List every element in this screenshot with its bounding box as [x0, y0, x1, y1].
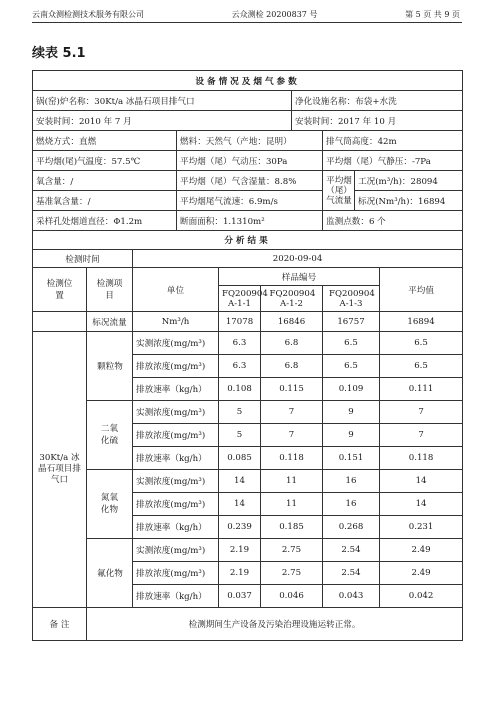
metric-label: 排放速率（kg/h） [133, 447, 219, 470]
average-value: 0.042 [380, 585, 463, 608]
dynamic-pressure: 平均烟（尾）气动压：30Pa [177, 151, 323, 171]
measured-value: 5 [219, 424, 261, 447]
metric-label: 实测浓度(mg/m³) [133, 401, 219, 424]
reference-oxygen: 基准氧含量：/ [33, 191, 177, 211]
average-value: 0.111 [380, 378, 463, 401]
measured-value: 2.75 [261, 562, 323, 585]
metric-label: 排放速率（kg/h） [133, 516, 219, 539]
measured-value: 0.037 [219, 585, 261, 608]
metric-label: 排放浓度(mg/m³) [133, 562, 219, 585]
measured-value: 0.118 [261, 447, 323, 470]
header-divider [32, 22, 462, 23]
measured-value: 0.085 [219, 447, 261, 470]
sample-id: FQ200904 A-1-2 [261, 286, 323, 312]
average-value: 14 [380, 493, 463, 516]
report-table [32, 70, 463, 641]
results-title: 分析结果 [33, 231, 463, 250]
flow-label: 平均烟（尾）气流量 [323, 171, 355, 211]
measured-value: 0.268 [323, 516, 380, 539]
fuel-type: 燃料：天然气（产地：昆明） [177, 131, 323, 151]
install-time: 安装时间：2010 年 7 月 [33, 111, 292, 131]
flow-row-unit: Nm³/h [133, 312, 219, 332]
unit-label: 单位 [133, 268, 219, 312]
report-number: 云众测检 20200837 号 [231, 10, 318, 19]
metric-label: 排放浓度(mg/m³) [133, 493, 219, 516]
metric-label: 排放速率（kg/h） [133, 585, 219, 608]
measured-value: 6.8 [261, 355, 323, 378]
flow-average: 16894 [380, 312, 463, 332]
measured-value: 0.185 [261, 516, 323, 539]
page-number: 第 5 页 共 9 页 [405, 10, 460, 19]
average-value: 7 [380, 401, 463, 424]
measured-value: 9 [323, 424, 380, 447]
measured-value: 6.3 [219, 355, 261, 378]
pollutant-name: 颗粒物 [87, 332, 133, 401]
measured-value: 5 [219, 401, 261, 424]
detection-time-label: 检测时间 [33, 250, 133, 268]
flow-value: 17078 [219, 312, 261, 332]
measured-value: 2.75 [261, 539, 323, 562]
measured-value: 14 [219, 493, 261, 516]
measured-value: 16 [323, 470, 380, 493]
metric-label: 实测浓度(mg/m³) [133, 470, 219, 493]
measured-value: 6.3 [219, 332, 261, 355]
measured-value: 9 [323, 401, 380, 424]
measured-value: 2.54 [323, 562, 380, 585]
average-value: 14 [380, 470, 463, 493]
measured-value: 0.046 [261, 585, 323, 608]
average-value: 0.118 [380, 447, 463, 470]
monitor-points: 监测点数：6 个 [323, 211, 463, 231]
measured-value: 0.151 [323, 447, 380, 470]
detection-date: 2020-09-04 [133, 250, 463, 268]
measured-value: 16 [323, 493, 380, 516]
metric-label: 实测浓度(mg/m³) [133, 332, 219, 355]
measured-value: 0.239 [219, 516, 261, 539]
pollutant-name: 二氧化硫 [87, 401, 133, 470]
sampling-diameter: 采样孔处烟道直径：Φ1.2m [33, 211, 177, 231]
measured-value: 7 [261, 401, 323, 424]
average-label: 平均值 [380, 268, 463, 312]
measured-value: 0.115 [261, 378, 323, 401]
measured-value: 0.109 [323, 378, 380, 401]
gas-temperature: 平均烟(尾)气温度：57.5℃ [33, 151, 177, 171]
moisture-content: 平均烟（尾）气含湿量：8.8% [177, 171, 323, 191]
measured-value: 7 [261, 424, 323, 447]
params-title: 设备情况及烟气参数 [33, 71, 463, 91]
measured-value: 6.8 [261, 332, 323, 355]
setup-time: 安装时间：2017 年 10 月 [292, 111, 463, 131]
combustion-method: 燃烧方式：直燃 [33, 131, 177, 151]
measured-value: 2.19 [219, 562, 261, 585]
company-name: 云南众测检测技术服务有限公司 [32, 10, 144, 19]
measured-value: 0.043 [323, 585, 380, 608]
flow-working: 工况(m³/h)：28094 [355, 171, 463, 191]
flow-value: 16757 [323, 312, 380, 332]
pollutant-name: 氟化物 [87, 539, 133, 608]
pollutant-name: 氮氧化物 [87, 470, 133, 539]
stack-height: 排气筒高度：42m [323, 131, 463, 151]
average-value: 7 [380, 424, 463, 447]
section-title: 续表 5.1 [32, 46, 86, 61]
average-value: 6.5 [380, 332, 463, 355]
remark-text: 检测期间生产设备及污染治理设施运转正常。 [87, 608, 463, 641]
flow-value: 16846 [261, 312, 323, 332]
page-header [32, 6, 460, 20]
metric-label: 排放速率（kg/h） [133, 378, 219, 401]
average-value: 6.5 [380, 355, 463, 378]
average-value: 0.231 [380, 516, 463, 539]
measured-value: 0.108 [219, 378, 261, 401]
metric-label: 排放浓度(mg/m³) [133, 355, 219, 378]
position-label: 检测位置 [33, 268, 87, 312]
measured-value: 2.19 [219, 539, 261, 562]
treatment-name: 净化设施名称：布袋+水洗 [292, 91, 463, 111]
location-cell: 30Kt/a 冰晶石项目排气口 [33, 332, 87, 608]
measured-value: 14 [219, 470, 261, 493]
boiler-name: 锅(窑)炉名称：30Kt/a 冰晶石项目排气口 [33, 91, 292, 111]
sample-number-label: 样品编号 [219, 268, 380, 286]
sample-id: FQ200904 A-1-3 [323, 286, 380, 312]
metric-label: 排放浓度(mg/m³) [133, 424, 219, 447]
remark-label: 备 注 [33, 608, 87, 641]
sample-id: FQ200904 A-1-1 [219, 286, 261, 312]
measured-value: 6.5 [323, 332, 380, 355]
flow-standard: 标况(Nm³/h)：16894 [355, 191, 463, 211]
blank-cell [33, 312, 87, 332]
item-label: 检测项目 [87, 268, 133, 312]
average-value: 2.49 [380, 562, 463, 585]
measured-value: 11 [261, 493, 323, 516]
gas-velocity: 平均烟尾气流速：6.9m/s [177, 191, 323, 211]
measured-value: 6.5 [323, 355, 380, 378]
flow-row-label: 标况流量 [87, 312, 133, 332]
metric-label: 实测浓度(mg/m³) [133, 539, 219, 562]
average-value: 2.49 [380, 539, 463, 562]
static-pressure: 平均烟（尾）气静压：-7Pa [323, 151, 463, 171]
oxygen-content: 氧含量：/ [33, 171, 177, 191]
section-area: 断面面积：1.1310m² [177, 211, 323, 231]
measured-value: 2.54 [323, 539, 380, 562]
measured-value: 11 [261, 470, 323, 493]
